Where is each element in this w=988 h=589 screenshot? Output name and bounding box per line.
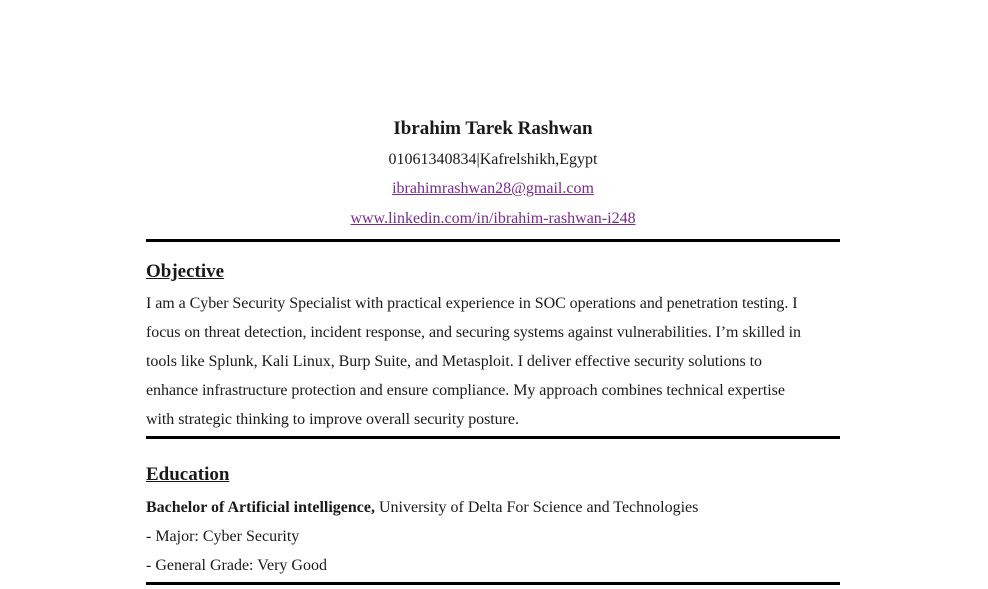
phone-location: 01061340834|Kafrelshikh,Egypt: [388, 151, 598, 168]
objective-line: tools like Splunk, Kali Linux, Burp Suite, and Metasploit. I deliver effective security solutions to: [146, 353, 762, 370]
education-degree-line: [146, 498, 698, 518]
resume-header: [146, 117, 840, 229]
education-grade: - General Grade: Very Good: [146, 557, 327, 574]
education-major: - Major: Cyber Security: [146, 528, 300, 545]
linkedin-link[interactable]: www.linkedin.com/in/ibrahim-rashwan-i248: [350, 210, 636, 227]
objective-divider: [146, 436, 840, 439]
degree-name: Bachelor of Artificial intelligence,: [146, 499, 375, 516]
candidate-name: Ibrahim Tarek Rashwan: [393, 118, 593, 139]
education-divider: [146, 582, 840, 585]
objective-heading: Objective: [146, 261, 225, 282]
objective-line: focus on threat detection, incident response, and securing systems against vulnerabilities. I’m skilled in: [146, 324, 801, 341]
objective-body: [146, 289, 840, 434]
header-divider: [146, 239, 840, 242]
education-heading: Education: [146, 464, 230, 485]
objective-line: I am a Cyber Security Specialist with practical experience in SOC operations and penetration testing. I: [146, 295, 798, 312]
email-link[interactable]: ibrahimrashwan28@gmail.com: [392, 180, 594, 197]
university-name: University of Delta For Science and Technologies: [374, 499, 699, 516]
objective-line: with strategic thinking to improve overall security posture.: [146, 411, 519, 428]
objective-line: enhance infrastructure protection and ensure compliance. My approach combines technical expertise: [146, 382, 785, 399]
